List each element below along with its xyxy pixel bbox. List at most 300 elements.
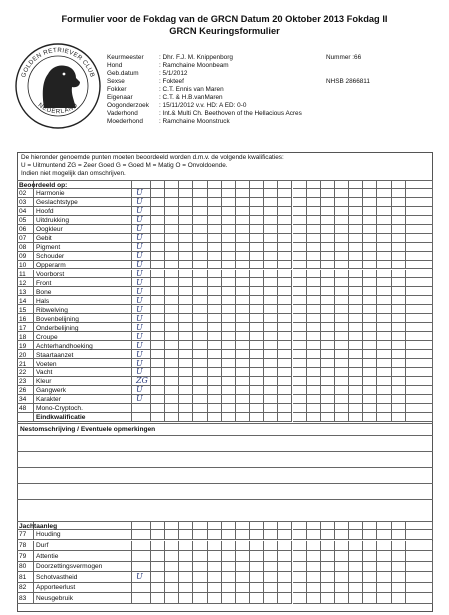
- grid-cell: [335, 198, 349, 207]
- item-label: Karakter: [36, 396, 61, 404]
- grid-cell: [377, 572, 391, 583]
- grid-cell: [208, 243, 222, 252]
- grid-cell: [363, 341, 377, 350]
- item-number: 83: [19, 594, 27, 602]
- grid-cell: [278, 332, 292, 341]
- grid-cell: [236, 404, 250, 413]
- grid-cell: [151, 562, 165, 573]
- grid-cell: [222, 377, 236, 386]
- grid-cell: [208, 359, 222, 368]
- grid-cell: [208, 314, 222, 323]
- grid-cell: [363, 180, 377, 189]
- grid-cell: [307, 180, 321, 189]
- item-number: 18: [19, 333, 27, 341]
- form-title: Formulier voor de Fokdag van de GRCN Datum 20 Oktober 2013 Fokdag II: [61, 14, 388, 24]
- grid-cell: [151, 593, 165, 604]
- grid-cell: [321, 261, 335, 270]
- jachtaanleg-header: Jachtaanleg: [19, 522, 58, 530]
- handwritten-mark: U: [136, 286, 143, 296]
- grid-cell: [307, 395, 321, 404]
- grid-cell: [236, 572, 250, 583]
- grid-cell: [264, 541, 278, 552]
- item-number: 20: [19, 351, 27, 359]
- grid-cell: [392, 583, 406, 594]
- grid-cell: [179, 305, 193, 314]
- grid-cell: [363, 368, 377, 377]
- grid-cell: [307, 314, 321, 323]
- item-number: 26: [19, 387, 27, 395]
- grid-cell: [165, 593, 179, 604]
- grid-cell: [250, 225, 264, 234]
- grid-cell: [321, 521, 335, 530]
- grid-cell: [151, 521, 165, 530]
- grid-cell: [406, 225, 433, 234]
- item-number: 13: [19, 288, 27, 296]
- item-number: 79: [19, 552, 27, 560]
- grid-cell: [406, 521, 433, 530]
- grid-cell: [222, 404, 236, 413]
- handwritten-mark: U: [136, 206, 143, 216]
- grid-cell: [236, 386, 250, 395]
- grid-cell: [222, 287, 236, 296]
- grid-cell: [132, 521, 151, 530]
- grid-cell: [165, 323, 179, 332]
- grid-cell: [236, 305, 250, 314]
- grid-cell: [179, 521, 193, 530]
- grid-cell: [208, 180, 222, 189]
- grid-cell: [179, 252, 193, 261]
- item-label: Schouder: [36, 253, 65, 261]
- grid-cell: [193, 332, 207, 341]
- grid-cell: [335, 252, 349, 261]
- grid-cell: [236, 278, 250, 287]
- grid-cell: [250, 180, 264, 189]
- grid-cell: [377, 314, 391, 323]
- grid-cell: [349, 189, 363, 198]
- grid-cell: [406, 252, 433, 261]
- grid-cell: [363, 323, 377, 332]
- grid-cell: [363, 413, 377, 422]
- grid-cell: [151, 243, 165, 252]
- grid-cell: [179, 583, 193, 594]
- grid-cell: [406, 593, 433, 604]
- grid-cell: [392, 368, 406, 377]
- grid-cell: [193, 572, 207, 583]
- grid-cell: [335, 323, 349, 332]
- grid-cell: [208, 368, 222, 377]
- grid-cell: [321, 243, 335, 252]
- item-number: 03: [19, 199, 27, 207]
- grid-cell: [293, 572, 307, 583]
- grid-cell: [208, 225, 222, 234]
- grid-cell: [179, 323, 193, 332]
- grid-cell: [208, 270, 222, 279]
- grid-cell: [165, 368, 179, 377]
- grid-cell: [307, 198, 321, 207]
- grid-cell: [236, 530, 250, 541]
- grid-cell: [151, 413, 165, 422]
- grid-cell: [335, 368, 349, 377]
- grid-cell: [406, 216, 433, 225]
- item-number: 77: [19, 531, 27, 539]
- grid-cell: [151, 368, 165, 377]
- grid-cell: [236, 368, 250, 377]
- grid-cell: [377, 413, 391, 422]
- form-subtitle: GRCN Keuringsformulier: [169, 26, 280, 36]
- handwritten-mark: U: [136, 322, 143, 332]
- grid-cell: [321, 278, 335, 287]
- grid-cell: [264, 323, 278, 332]
- grid-cell: [208, 278, 222, 287]
- grid-cell: [264, 216, 278, 225]
- item-number: 48: [19, 405, 27, 413]
- handwritten-mark: U: [136, 367, 143, 377]
- grid-cell: [349, 261, 363, 270]
- grid-cell: [293, 189, 307, 198]
- grid-cell: [349, 551, 363, 562]
- grid-cell: [335, 234, 349, 243]
- grid-cell: [250, 377, 264, 386]
- grid-cell: [335, 359, 349, 368]
- grid-cell: [363, 287, 377, 296]
- grid-cell: [349, 562, 363, 573]
- grid-cell: [179, 530, 193, 541]
- grid-cell: [363, 521, 377, 530]
- grid-cell: [363, 530, 377, 541]
- grid-cell: [250, 404, 264, 413]
- grid-cell: [307, 583, 321, 594]
- grid-cell: [406, 359, 433, 368]
- grid-cell: [349, 521, 363, 530]
- grid-cell: [236, 198, 250, 207]
- grid-cell: [321, 305, 335, 314]
- grid-cell: [293, 243, 307, 252]
- grid-cell: [250, 314, 264, 323]
- grid-cell: [406, 413, 433, 422]
- handwritten-mark: U: [136, 188, 143, 198]
- grid-cell: [236, 332, 250, 341]
- grid-cell: [193, 225, 207, 234]
- grid-cell: [151, 216, 165, 225]
- grid-cell: [293, 216, 307, 225]
- grid-cell: [193, 189, 207, 198]
- grid-cell: [132, 404, 151, 413]
- grid-cell: [278, 270, 292, 279]
- grid-cell: [151, 234, 165, 243]
- item-label: Hals: [36, 297, 50, 305]
- grid-cell: [264, 261, 278, 270]
- grid-cell: [236, 189, 250, 198]
- grid-cell: [208, 395, 222, 404]
- grid-cell: [193, 207, 207, 216]
- grid-cell: [321, 225, 335, 234]
- grid-cell: [193, 395, 207, 404]
- grid-cell: [392, 252, 406, 261]
- grid-cell: [406, 395, 433, 404]
- grid-cell: [307, 216, 321, 225]
- grid-cell: [321, 314, 335, 323]
- grid-cell: [406, 314, 433, 323]
- grid-cell: [307, 225, 321, 234]
- grid-cell: [222, 368, 236, 377]
- grid-cell: [165, 287, 179, 296]
- grid-cell: [406, 341, 433, 350]
- grid-cell: [406, 270, 433, 279]
- grid-cell: [278, 350, 292, 359]
- grid-cell: [377, 395, 391, 404]
- grid-cell: [222, 216, 236, 225]
- grid-cell: [250, 189, 264, 198]
- grid-cell: [293, 287, 307, 296]
- grid-cell: [193, 323, 207, 332]
- grid-cell: [179, 314, 193, 323]
- grid-cell: [208, 287, 222, 296]
- grid-cell: [264, 287, 278, 296]
- grid-cell: [392, 243, 406, 252]
- grid-cell: [208, 341, 222, 350]
- grid-cell: [264, 350, 278, 359]
- grid-cell: [406, 386, 433, 395]
- grid-cell: [278, 541, 292, 552]
- grid-cell: [278, 243, 292, 252]
- grid-cell: [321, 341, 335, 350]
- grid-cell: [151, 377, 165, 386]
- grid-cell: [264, 359, 278, 368]
- item-label: Neusgebruik: [36, 594, 74, 602]
- grid-cell: [392, 296, 406, 305]
- grid-cell: [392, 216, 406, 225]
- handwritten-mark: U: [136, 233, 143, 243]
- handwritten-mark: U: [136, 304, 143, 314]
- grid-cell: [349, 413, 363, 422]
- grid-cell: [293, 395, 307, 404]
- grid-cell: [392, 572, 406, 583]
- grid-cell: [193, 252, 207, 261]
- grid-cell: [264, 234, 278, 243]
- grid-cell: [222, 198, 236, 207]
- grid-cell: [307, 332, 321, 341]
- grid-cell: [377, 368, 391, 377]
- grid-cell: [236, 216, 250, 225]
- grid-cell: [264, 404, 278, 413]
- grid-cell: [392, 404, 406, 413]
- grid-cell: [363, 216, 377, 225]
- grid-cell: [335, 386, 349, 395]
- item-number: 10: [19, 262, 27, 270]
- info-label: Hond: [107, 62, 123, 70]
- grid-cell: [165, 377, 179, 386]
- grid-cell: [165, 386, 179, 395]
- grid-cell: [392, 541, 406, 552]
- grid-cell: [179, 413, 193, 422]
- grid-cell: [250, 551, 264, 562]
- info-value: : Dhr. F.J. M. Knippenborg: [159, 54, 233, 61]
- grid-cell: [179, 593, 193, 604]
- grid-cell: [307, 377, 321, 386]
- nestomschrijving-header: Nestomschrijving / Eventuele opmerkingen: [20, 426, 156, 433]
- grid-cell: [208, 562, 222, 573]
- grid-cell: [193, 530, 207, 541]
- grid-cell: [264, 332, 278, 341]
- grid-cell: [236, 180, 250, 189]
- handwritten-mark: U: [136, 224, 143, 234]
- item-number: 22: [19, 369, 27, 377]
- instruction-line: Indien niet mogelijk dan omschrijven.: [21, 170, 126, 177]
- grid-cell: [377, 180, 391, 189]
- grid-cell: [278, 234, 292, 243]
- grid-cell: [321, 207, 335, 216]
- grid-cell: [293, 234, 307, 243]
- grid-cell: [165, 562, 179, 573]
- grid-cell: [293, 541, 307, 552]
- grid-cell: [250, 216, 264, 225]
- grid-cell: [293, 551, 307, 562]
- grid-cell: [406, 198, 433, 207]
- grid-cell: [179, 189, 193, 198]
- grid-cell: [321, 593, 335, 604]
- grid-cell: [278, 287, 292, 296]
- grid-cell: [406, 207, 433, 216]
- grid-cell: [377, 386, 391, 395]
- grid-cell: [349, 404, 363, 413]
- grid-cell: [377, 225, 391, 234]
- grid-cell: [179, 207, 193, 216]
- grid-cell: [151, 207, 165, 216]
- grid-cell: [236, 551, 250, 562]
- item-label: Gebit: [36, 235, 52, 243]
- handwritten-mark: U: [136, 215, 143, 225]
- item-number: 08: [19, 244, 27, 252]
- info-value: : 5/1/2012: [159, 70, 188, 78]
- grid-cell: [193, 593, 207, 604]
- grid-cell: [179, 551, 193, 562]
- grid-cell: [208, 377, 222, 386]
- grid-cell: [264, 583, 278, 594]
- grid-cell: [321, 296, 335, 305]
- grid-cell: [307, 368, 321, 377]
- grid-cell: [151, 551, 165, 562]
- grid-cell: [236, 359, 250, 368]
- info-label: Keurmeester: [107, 54, 144, 61]
- grid-cell: [392, 270, 406, 279]
- grid-cell: [264, 252, 278, 261]
- grid-cell: [236, 583, 250, 594]
- grid-cell: [377, 359, 391, 368]
- grid-cell: [250, 252, 264, 261]
- grid-cell: [236, 593, 250, 604]
- grid-cell: [349, 359, 363, 368]
- grid-cell: [293, 350, 307, 359]
- grid-cell: [293, 198, 307, 207]
- item-number: 06: [19, 226, 27, 234]
- item-label: Apporteerlust: [36, 584, 76, 592]
- grid-cell: [293, 530, 307, 541]
- item-label: Geslachtstype: [36, 199, 78, 207]
- grid-cell: [151, 323, 165, 332]
- nhsb-number: NHSB 2866811: [326, 78, 370, 85]
- grid-cell: [377, 278, 391, 287]
- grid-cell: [392, 562, 406, 573]
- grid-cell: [363, 377, 377, 386]
- grid-cell: [377, 521, 391, 530]
- grid-cell: [363, 332, 377, 341]
- grid-cell: [222, 521, 236, 530]
- grid-cell: [363, 198, 377, 207]
- grid-cell: [321, 287, 335, 296]
- grid-cell: [165, 404, 179, 413]
- grid-cell: [392, 305, 406, 314]
- item-label: Harmonie: [36, 190, 65, 198]
- grid-cell: [293, 386, 307, 395]
- grid-cell: [250, 270, 264, 279]
- grid-cell: [349, 234, 363, 243]
- grid-cell: [363, 305, 377, 314]
- grid-cell: [349, 593, 363, 604]
- grid-cell: [208, 207, 222, 216]
- grid-cell: [222, 234, 236, 243]
- grid-cell: [307, 287, 321, 296]
- grid-cell: [278, 305, 292, 314]
- grid-cell: [377, 551, 391, 562]
- grid-cell: [264, 225, 278, 234]
- grid-cell: [363, 234, 377, 243]
- item-number: 15: [19, 306, 27, 314]
- grid-cell: [363, 562, 377, 573]
- grid-cell: [132, 583, 151, 594]
- grid-cell: [165, 225, 179, 234]
- grid-cell: [250, 234, 264, 243]
- grid-cell: [250, 323, 264, 332]
- grid-cell: [179, 350, 193, 359]
- grid-cell: [179, 234, 193, 243]
- item-number: 17: [19, 324, 27, 332]
- grid-cell: [179, 287, 193, 296]
- grid-cell: [264, 530, 278, 541]
- grid-cell: [208, 216, 222, 225]
- grid-cell: [250, 305, 264, 314]
- grid-cell: [208, 530, 222, 541]
- grid-cell: [165, 350, 179, 359]
- grid-cell: [193, 305, 207, 314]
- grid-cell: [392, 530, 406, 541]
- grid-cell: [236, 225, 250, 234]
- grid-cell: [179, 332, 193, 341]
- grid-cell: [250, 583, 264, 594]
- grid-cell: [377, 583, 391, 594]
- grid-cell: [222, 278, 236, 287]
- grid-cell: [264, 572, 278, 583]
- item-label: Durf: [36, 542, 49, 549]
- grid-cell: [193, 270, 207, 279]
- grid-cell: [335, 404, 349, 413]
- grid-cell: [208, 386, 222, 395]
- grid-cell: [278, 551, 292, 562]
- grid-cell: [165, 521, 179, 530]
- grid-cell: [293, 270, 307, 279]
- grid-cell: [236, 350, 250, 359]
- grid-cell: [406, 323, 433, 332]
- grid-cell: [236, 413, 250, 422]
- grid-cell: [363, 189, 377, 198]
- grid-cell: [406, 296, 433, 305]
- grid-cell: [335, 180, 349, 189]
- grid-cell: [335, 377, 349, 386]
- grid-cell: [307, 572, 321, 583]
- grid-cell: [34, 541, 132, 552]
- grid-cell: [321, 368, 335, 377]
- grid-cell: [250, 261, 264, 270]
- grid-cell: [193, 368, 207, 377]
